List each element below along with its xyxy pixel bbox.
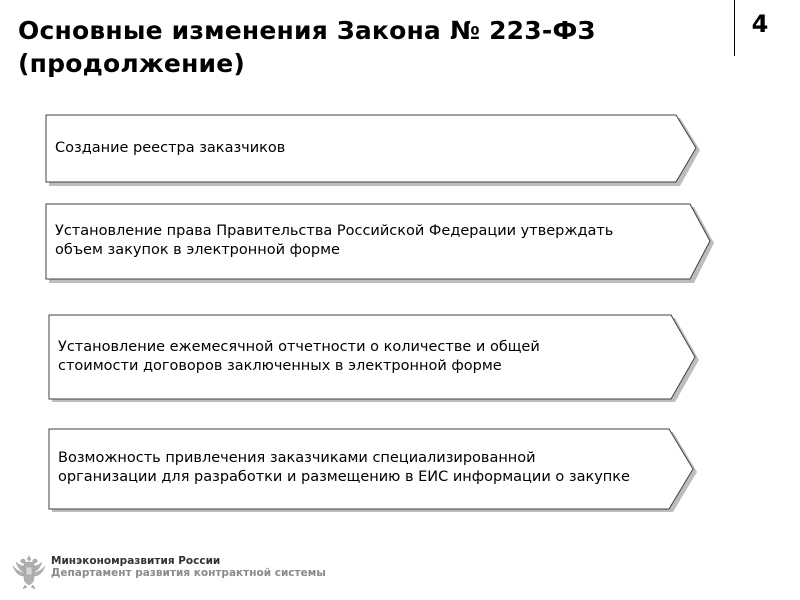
arrow-box-2 [46,203,706,285]
arrow-box-3-text [58,338,540,376]
arrow-box-3-line-1: Установление ежемесячной отчетности о количестве и общей [58,339,540,355]
page-title-line-2: (продолжение) [18,49,246,78]
arrow-box-2-line-2: объем закупок в электронной форме [55,242,340,258]
arrow-box-2-line-1: Установление права Правительства Российской Федерации утверждать [55,223,614,239]
arrow-box-1 [46,114,706,186]
arrow-box-4-text [58,449,630,487]
page-number: 4 [751,10,769,38]
footer-department: Департамент развития контрактной системы [51,567,326,579]
arrow-box-1-line-1: Создание реестра заказчиков [55,140,286,156]
page-number-divider [734,0,735,56]
arrow-box-4 [49,428,709,514]
arrow-box-1-text [55,139,285,158]
arrow-box-3-line-2: стоимости договоров заключенных в электронной форме [58,358,502,374]
arrow-box-4-line-1: Возможность привлечения заказчиками специализированной [58,450,536,466]
page-title [18,14,718,80]
arrow-box-2-text [55,222,613,260]
page-title-line-1: Основные изменения Закона № 223-ФЗ [18,16,596,45]
footer-organization: Минэкономразвития России [51,555,221,567]
arrow-box-3 [49,314,709,404]
arrow-box-4-line-2: организации для разработки и размещению в ЕИС информации о закупке [58,469,630,485]
coat-of-arms-icon [12,552,46,590]
